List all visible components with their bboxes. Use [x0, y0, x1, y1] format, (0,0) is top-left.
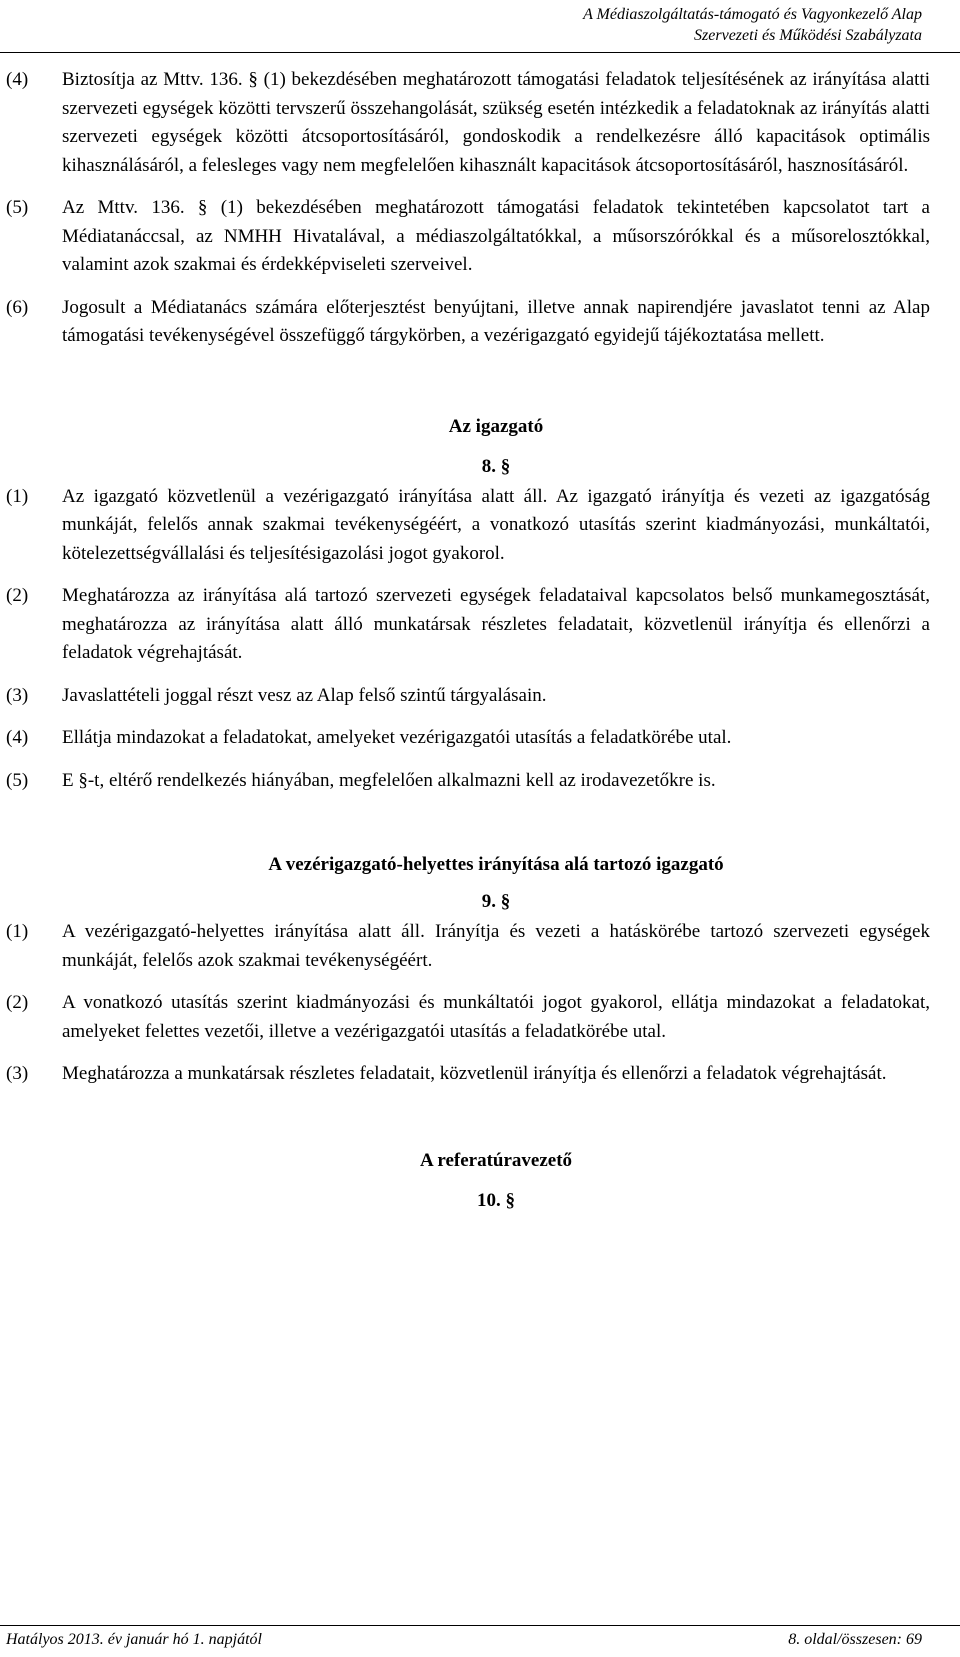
paragraph-text: Jogosult a Médiatanács számára előterjesztést benyújtani, illetve annak napirendjére javaslatot tenni az Alap támogatási tevékenységével összefüggő tárgykörben, a vezérigazgató egyidejű tájékoztatása mellett. [62, 296, 930, 346]
paragraph-text: Javaslattételi joggal részt vesz az Alap felső szintű tárgyalásain. [62, 684, 547, 706]
header-divider [0, 52, 960, 53]
paragraph-number: (1) [6, 921, 29, 942]
footer-divider [0, 1625, 960, 1626]
page-header [583, 4, 922, 46]
section-10-title: A referatúravezető [419, 1149, 573, 1171]
paragraph-number: (4) [6, 727, 29, 748]
section-8-number: 8. § [481, 455, 511, 477]
paragraph-text: Az Mttv. 136. § (1) bekezdésében meghatározott támogatási feladatok tekintetében kapcsolatot tart a Médiatanáccsal, az NMHH Hivatalával, a médiaszolgáltatókkal, a műsorszórókkal és a műsorelosztókkal, valamint azok szakmai és érdekképviseleti szerveivel. [62, 197, 930, 275]
paragraph-8-4 [6, 724, 930, 753]
document-body [6, 66, 930, 1215]
paragraph-number: (3) [6, 684, 29, 706]
paragraph-8-3 [6, 682, 930, 711]
section-8-title: Az igazgató [448, 415, 544, 437]
paragraph-7-6 [6, 294, 930, 351]
paragraph-8-5 [6, 767, 930, 796]
paragraph-7-5 [6, 194, 930, 280]
section-9-title: A vezérigazgató-helyettes irányítása alá tartozó igazgató [268, 854, 724, 875]
paragraph-8-2 [6, 582, 930, 668]
footer-effective-date: Hatályos 2013. év január hó 1. napjától [6, 1631, 262, 1648]
header-line-2: Szervezeti és Működési Szabályzata [694, 27, 922, 44]
paragraph-7-4 [6, 66, 930, 180]
paragraph-text: Biztosítja az Mttv. 136. § (1) bekezdésében meghatározott támogatási feladatok teljesítésének az irányítása alatti szervezeti egységek közötti tervszerű összehangolását, szükség esetén intézkedik a feladatoknak az irányítás alatti szervezeti egységek közötti átcsoportosításáról, gondoskodik a rendelkezésre álló kapacitások optimális kihasználásáról, a felesleges vagy nem megfelelően kihasznált kapacitások átcsoportosításáról, hasznosításáról. [62, 69, 930, 176]
paragraph-number: (6) [6, 296, 29, 318]
header-line-1: A Médiaszolgáltatás-támogató és Vagyonkezelő Alap [583, 6, 922, 23]
paragraph-text: Meghatározza a munkatársak részletes feladatait, közvetlenül irányítja és ellenőrzi a feladatok végrehajtását. [62, 1063, 887, 1084]
paragraph-9-3 [6, 1060, 930, 1089]
paragraph-9-2 [6, 989, 930, 1046]
paragraph-number: (5) [6, 769, 29, 791]
paragraph-text: E §-t, eltérő rendelkezés hiányában, megfelelően alkalmazni kell az irodavezetőkre is. [62, 769, 716, 791]
paragraph-text: Ellátja mindazokat a feladatokat, amelyeket vezérigazgatói utasítás a feladatkörébe utal. [62, 727, 732, 748]
paragraph-text: A vezérigazgató-helyettes irányítása alatt áll. Irányítja és vezeti a hatáskörébe tartozó szervezeti egységek munkáját, felelős azok szakmai tevékenységéért. [62, 921, 930, 971]
section-10-number: 10. § [477, 1189, 515, 1211]
paragraph-number: (2) [6, 992, 29, 1013]
section-9-number: 9. § [481, 891, 511, 912]
paragraph-8-1 [6, 483, 930, 569]
paragraph-number: (4) [6, 69, 29, 90]
paragraph-number: (2) [6, 585, 29, 606]
paragraph-number: (5) [6, 197, 29, 218]
footer-page-number: 8. oldal/összesen: 69 [788, 1631, 922, 1648]
paragraph-number: (1) [6, 485, 29, 507]
paragraph-9-1 [6, 918, 930, 975]
paragraph-text: Meghatározza az irányítása alá tartozó szervezeti egységek feladataival kapcsolatos belső munkamegosztását, meghatározza az irányítása alatt álló munkatársak részletes feladatait, közvetlenül irányítja és ellenőrzi a feladatok végrehajtását. [62, 585, 930, 663]
paragraph-text: A vonatkozó utasítás szerint kiadmányozási és munkáltatói jogot gyakorol, ellátja mindazokat a feladatokat, amelyeket felettes vezetői, illetve a vezérigazgatói utasítás a feladatkörébe utal. [62, 992, 930, 1042]
paragraph-number: (3) [6, 1063, 29, 1084]
paragraph-text: Az igazgató közvetlenül a vezérigazgató irányítása alatt áll. Az igazgató irányítja és vezeti az igazgatóság munkáját, felelős annak szakmai tevékenységéért, a vonatkozó utasítás szerint kiadmányozási, munkáltatói, kötelezettségvállalási és teljesítésigazolási jogot gyakorol. [62, 485, 930, 564]
